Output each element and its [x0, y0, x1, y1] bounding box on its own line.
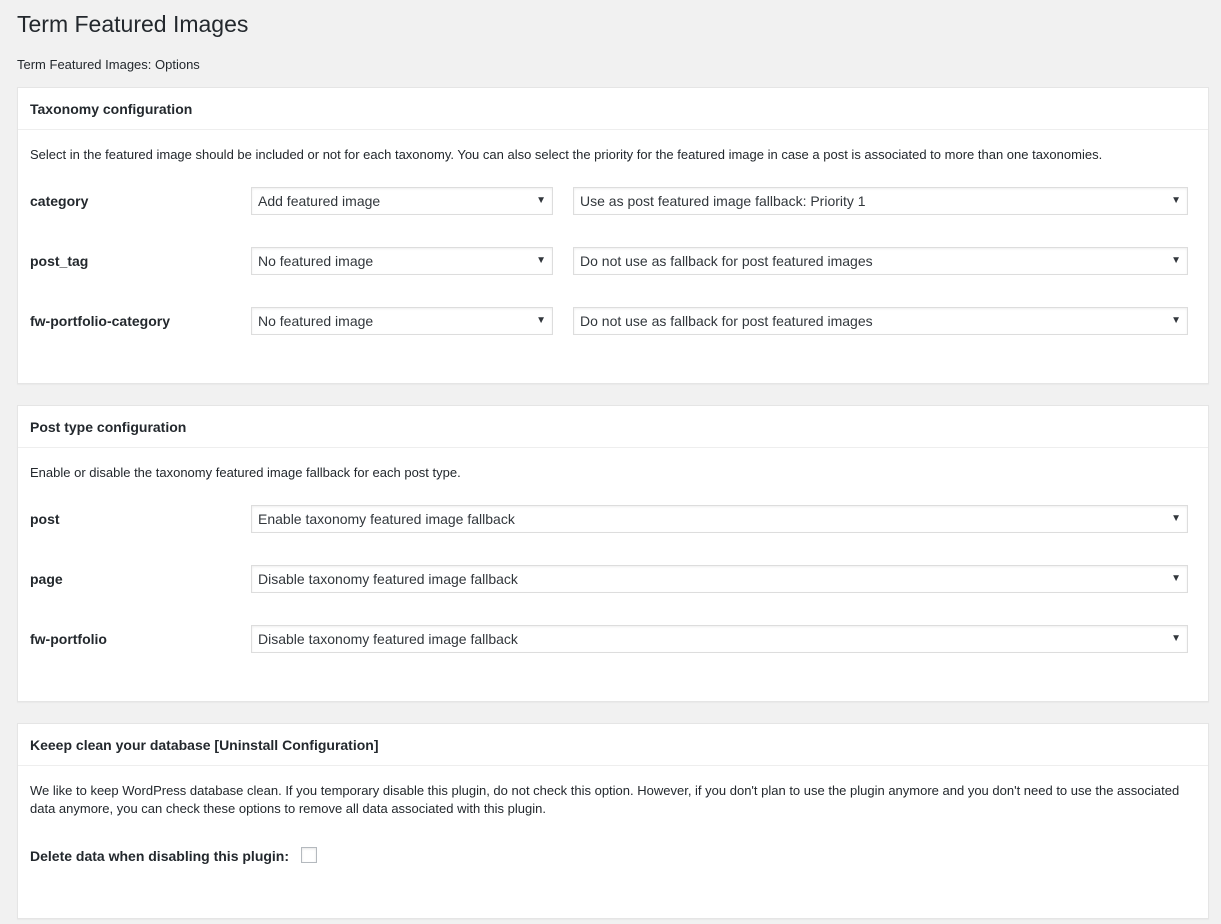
uninstall-configuration-header [18, 724, 1208, 766]
select-value: No featured image [258, 253, 374, 269]
taxonomy-row-fw-portfolio-category [18, 307, 1208, 335]
select-value: Use as post featured image fallback: Priority 1 [580, 193, 866, 209]
chevron-down-icon: ▼ [1171, 573, 1181, 584]
page-subtitle: Term Featured Images: Options [17, 57, 200, 72]
select-value: Do not use as fallback for post featured images [580, 313, 873, 329]
delete-data-row [30, 846, 330, 866]
post-type-label: page [30, 571, 63, 587]
taxonomy-configuration-header [18, 88, 1208, 130]
taxonomy-row-post-tag [18, 247, 1208, 275]
post-type-configuration-header [18, 406, 1208, 448]
taxonomy-label: fw-portfolio-category [30, 313, 170, 329]
taxonomy-fallback-select[interactable] [573, 307, 1188, 335]
select-value: Disable taxonomy featured image fallback [258, 631, 518, 647]
taxonomy-configuration-box [17, 87, 1209, 384]
post-type-configuration-title: Post type configuration [30, 418, 187, 435]
chevron-down-icon: ▼ [536, 255, 546, 266]
chevron-down-icon: ▼ [536, 195, 546, 206]
chevron-down-icon: ▼ [1171, 255, 1181, 266]
select-value: No featured image [258, 313, 374, 329]
post-type-row-post [18, 505, 1208, 533]
page-title: Term Featured Images [17, 11, 249, 37]
select-value: Disable taxonomy featured image fallback [258, 571, 518, 587]
delete-data-checkbox[interactable] [301, 847, 317, 863]
taxonomy-configuration-title: Taxonomy configuration [30, 100, 193, 117]
taxonomy-image-select[interactable] [251, 307, 553, 335]
chevron-down-icon: ▼ [1171, 513, 1181, 524]
taxonomy-configuration-description: Select in the featured image should be included or not for each taxonomy. You can also select the priority for the featured image in case a post is associated to more than one taxonomies. [30, 147, 1103, 162]
post-type-row-page [18, 565, 1208, 593]
select-value: Add featured image [258, 193, 381, 209]
post-type-configuration-box [17, 405, 1209, 702]
post-type-configuration-description: Enable or disable the taxonomy featured image fallback for each post type. [30, 465, 461, 480]
chevron-down-icon: ▼ [536, 315, 546, 326]
post-type-fallback-select[interactable] [251, 505, 1188, 533]
post-type-fallback-select[interactable] [251, 625, 1188, 653]
post-type-row-fw-portfolio [18, 625, 1208, 653]
chevron-down-icon: ▼ [1171, 633, 1181, 644]
post-type-fallback-select[interactable] [251, 565, 1188, 593]
chevron-down-icon: ▼ [1171, 315, 1181, 326]
select-value: Enable taxonomy featured image fallback [258, 511, 515, 527]
post-type-label: fw-portfolio [30, 631, 107, 647]
uninstall-configuration-description: We like to keep WordPress database clean. If you temporary disable this plugin, do not check this option. However, if you don't plan to use the plugin anymore and you don't need to use the associated data anymore, you can check these options to remove all data associated with this plugin. [30, 783, 1180, 816]
taxonomy-row-category [18, 187, 1208, 215]
post-type-label: post [30, 511, 60, 527]
taxonomy-fallback-select[interactable] [573, 247, 1188, 275]
taxonomy-label: category [30, 193, 89, 209]
delete-data-label: Delete data when disabling this plugin: [30, 848, 290, 864]
taxonomy-label: post_tag [30, 253, 89, 269]
chevron-down-icon: ▼ [1171, 195, 1181, 206]
taxonomy-image-select[interactable] [251, 187, 553, 215]
select-value: Do not use as fallback for post featured images [580, 253, 873, 269]
taxonomy-image-select[interactable] [251, 247, 553, 275]
taxonomy-fallback-select[interactable] [573, 187, 1188, 215]
uninstall-configuration-box [17, 723, 1209, 919]
uninstall-configuration-title: Keeep clean your database [Uninstall Configuration] [30, 736, 379, 753]
